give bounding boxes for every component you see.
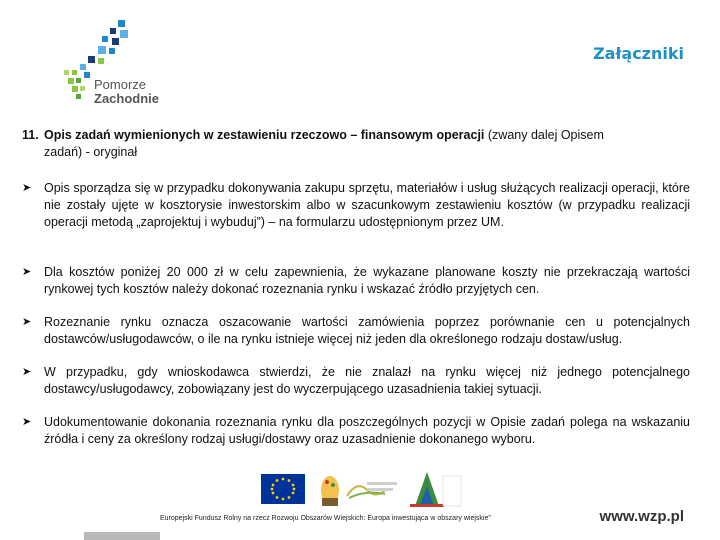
prow-logo-icon <box>410 472 461 507</box>
list-item <box>22 314 690 348</box>
list-item <box>22 414 690 448</box>
list-item-text: Dla kosztów poniżej 20 000 zł w celu zapewnienia, że wykazane planowane koszty nie przekraczają wartości rynkowej tych kosztów należy dokonać rozeznania rynku i wskazać źródło przyjętych cen. <box>44 265 690 296</box>
list-item <box>22 364 690 398</box>
list-item-text: Opis sporządza się w przypadku dokonywania zakupu sprzętu, materiałów i usług służących realizacji operacji, które nie zostały ujęte w kosztorysie inwestorskim albo w szacunkowym zestawieniu kosztów (w przypadku realizacji operacji metodą „zaprojektuj i wybuduj”) – na formularzu udostępnionym przez UM. <box>44 181 690 229</box>
logo-text-zachodnie: Zachodnie <box>94 91 160 106</box>
footer-accent-bar <box>84 532 160 540</box>
footer-logos <box>255 468 465 512</box>
arrow-bullet-icon: ➤ <box>22 366 32 378</box>
list-item-text: Rozeznanie rynku oznacza oszacowanie wartości zamówienia poprzez porównanie cen u potencjalnych dostawców/usługodawców, o ile na rynku istnieje więcej niż jeden dla określonego rodzaju dostaw/usług. <box>44 315 690 346</box>
leader-logo-icon <box>321 476 339 506</box>
footer-url-link[interactable]: www.wzp.pl <box>599 508 684 525</box>
list-item <box>22 180 690 231</box>
heading-line2: zadań) - oryginał <box>44 145 138 159</box>
arrow-bullet-icon: ➤ <box>22 182 32 194</box>
heading-number: 11. <box>22 128 39 142</box>
page-title: Załączniki <box>593 44 684 63</box>
arrow-bullet-icon: ➤ <box>22 316 32 328</box>
krajowa-siec-obszarow-wiejskich-logo <box>345 478 399 500</box>
eu-flag-icon <box>261 474 305 504</box>
list-item-text: Udokumentowanie dokonania rozeznania rynku dla poszczególnych pozycji w Opisie zadań polega na wskazaniu źródła i ceny za określony rodzaj usługi/dostawy oraz uzasadnienie dokonanego wyboru. <box>44 415 690 446</box>
list-item <box>22 264 690 298</box>
list-item-text: W przypadku, gdy wnioskodawca stwierdzi, że nie znalazł na rynku więcej niż jednego potencjalnego dostawcy/usługodawcy, zobowiązany jest do wyczerpującego uzasadnienia takiej sytuacji. <box>44 365 690 396</box>
arrow-bullet-icon: ➤ <box>22 266 32 278</box>
section-heading <box>22 127 688 161</box>
heading-bold-text: Opis zadań wymienionych w zestawieniu rzeczowo – finansowym operacji <box>44 128 485 142</box>
footer-caption: Europejski Fundusz Rolny na rzecz Rozwoju Obszarów Wiejskich: Europa inwestująca w obszary wiejskie” <box>160 515 491 522</box>
arrow-bullet-icon: ➤ <box>22 416 32 428</box>
logo-text-pomorze: Pomorze <box>94 77 147 92</box>
heading-normal-text: (zwany dalej Opisem <box>484 128 604 142</box>
